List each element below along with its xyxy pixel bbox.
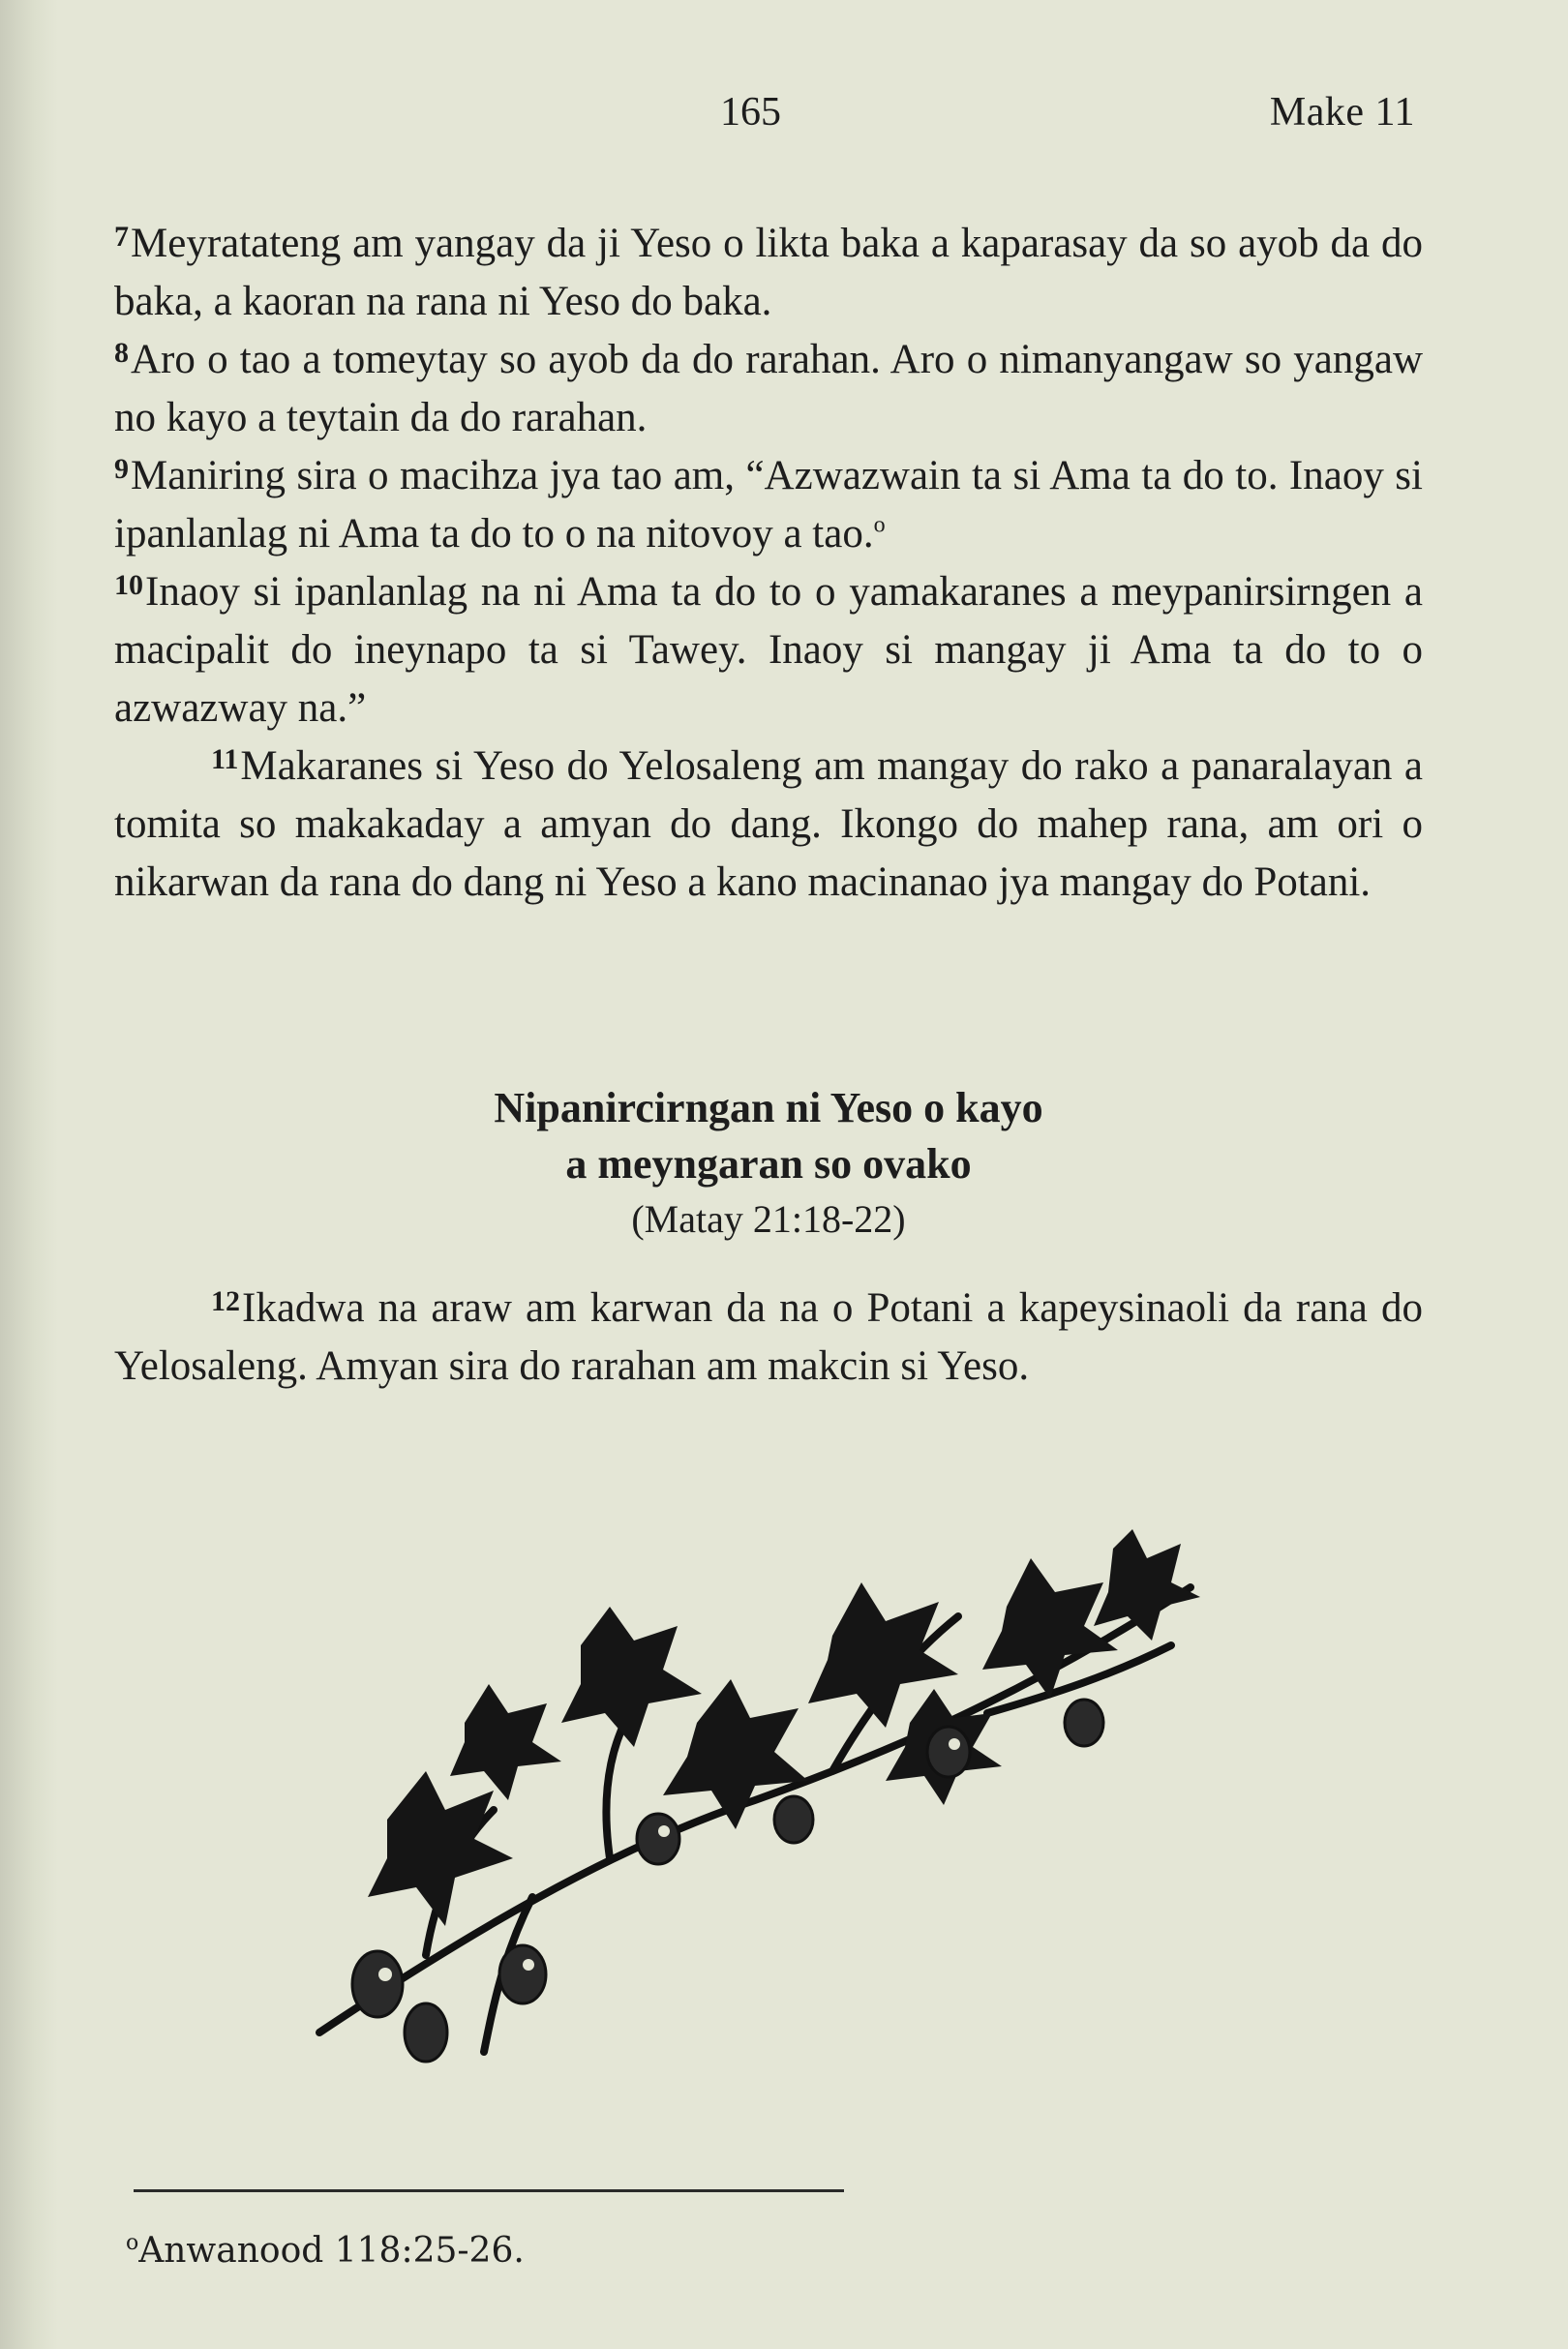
verse-number: 11	[211, 743, 239, 775]
footnote-marker: o	[873, 512, 886, 538]
verse-text: Ikadwa na araw am karwan da na o Potani a kapeysinaoli da rana do Yelosaleng. Amyan sira do rarahan am makcin si Yeso.	[114, 1285, 1423, 1389]
running-head: Make 11	[1269, 90, 1415, 135]
verse-11	[114, 738, 1423, 912]
verse-number: 7	[114, 221, 129, 253]
section-heading-line-2: a meyngaran so ovako	[565, 1140, 972, 1188]
verses-lower	[114, 1280, 1423, 1396]
verse-10	[114, 563, 1423, 738]
verse-number: 8	[114, 337, 129, 369]
verse-12	[114, 1280, 1423, 1396]
verses-upper	[114, 215, 1423, 912]
fig-tree-branch-icon	[290, 1529, 1258, 2081]
section-reference: (Matay 21:18-22)	[631, 1197, 906, 1241]
footnote-text: Anwanood 118:25-26.	[138, 2231, 525, 2271]
page-number: 165	[720, 90, 781, 135]
verse-number: 9	[114, 453, 129, 485]
verse-text: Maniring sira o macihza jya tao am, “Azwazwain ta si Ama ta do to. Inaoy si ipanlanlag ni Ama ta do to o na nitovoy a tao.	[114, 453, 1423, 557]
verse-8	[114, 331, 1423, 447]
footnote	[126, 2231, 525, 2271]
verse-text: Aro o tao a tomeytay so ayob da do rarahan. Aro o nimanyangaw so yangaw no kayo a teytain da do rarahan.	[114, 337, 1423, 440]
footnote-mark: o	[126, 2231, 139, 2255]
section-heading	[114, 1080, 1423, 1247]
verse-number: 10	[114, 569, 143, 601]
verse-text: Meyratateng am yangay da ji Yeso o likta baka a kaparasay da so ayob da do baka, a kaoran na rana ni Yeso do baka.	[114, 221, 1423, 324]
verse-number: 12	[211, 1285, 240, 1317]
verse-text: Inaoy si ipanlanlag na ni Ama ta do to o yamakaranes a meypanirsirngen a macipalit do ineynapo ta si Tawey. Inaoy si mangay ji Ama ta do to o azwazway na.”	[114, 569, 1423, 731]
verse-9	[114, 447, 1423, 563]
verse-text: Makaranes si Yeso do Yelosaleng am mangay do rako a panaralayan a tomita so makakaday a amyan do dang. Ikongo do mahep rana, am ori o nikarwan da rana do dang ni Yeso a kano macinanao jya mangay do Potani.	[114, 743, 1423, 905]
section-heading-line-1: Nipanircirngan ni Yeso o kayo	[494, 1084, 1043, 1131]
verse-7	[114, 215, 1423, 331]
gutter-shadow	[0, 0, 58, 2349]
footnote-divider	[134, 2189, 844, 2192]
page-header	[0, 89, 1568, 147]
